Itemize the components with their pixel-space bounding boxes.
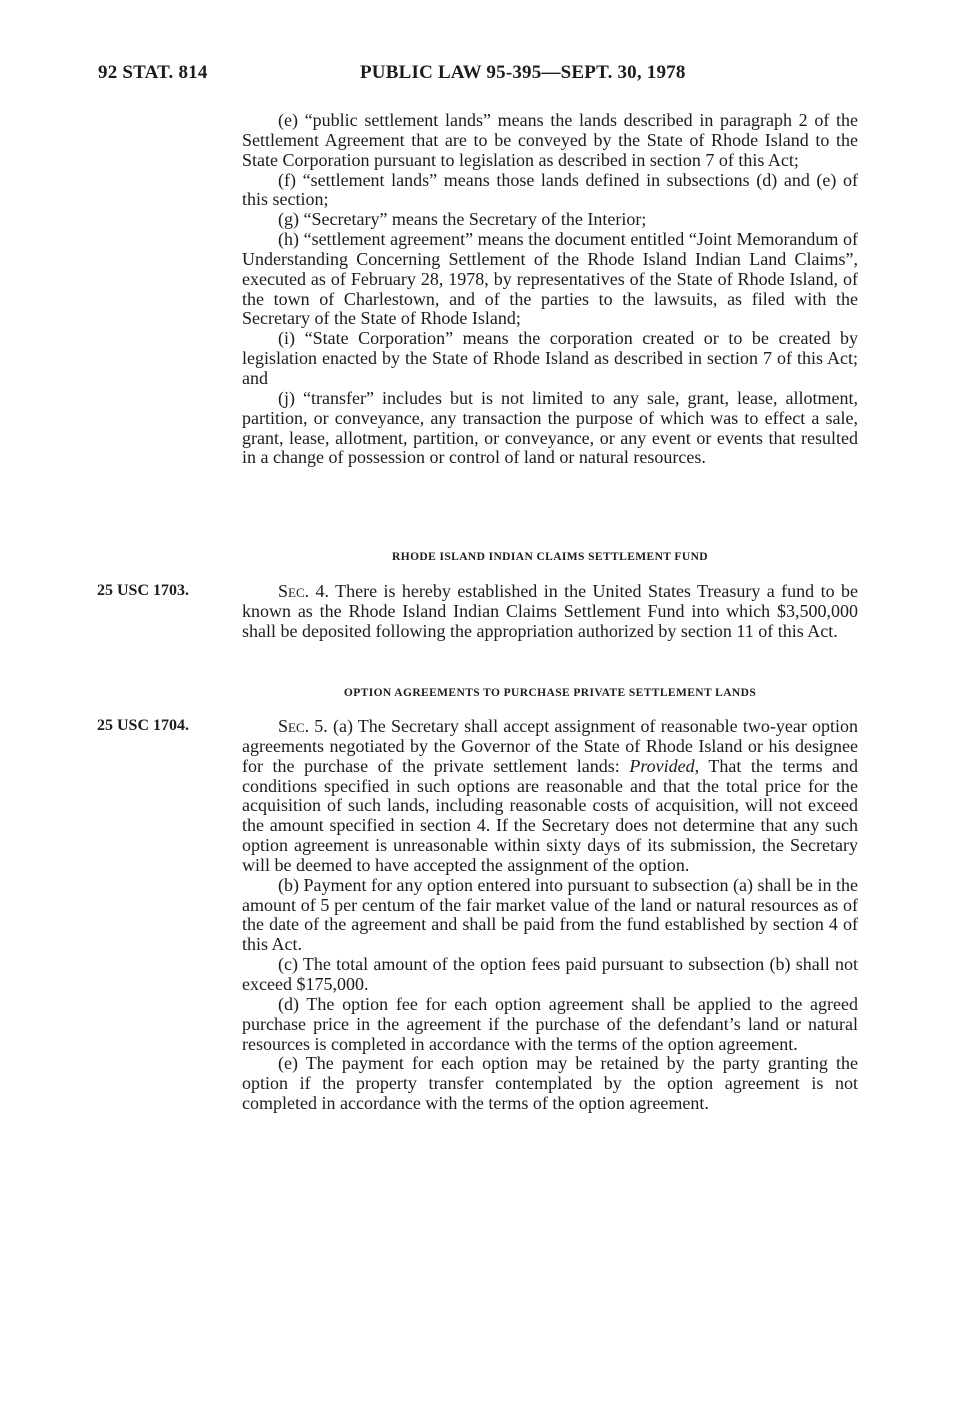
definition-text: “transfer” includes but is not limited to any sale, grant, lease, allotment, partition, or conveyance, any transaction the purpose of which was to effect a sale, grant, lease, allotment, partition, or conveyance, or any event or events that resulted in a change of possession or control of land or natural resources. [242,387,858,468]
definition-f [242,171,858,211]
section-5-subsection-b: (b) Payment for any option entered into pursuant to subsection (a) shall be in the amount of 5 per centum of the fair market value of the land or natural resources as of the date of the agreement and shall be paid from the fund established by section 4 of this Act. [242,874,858,955]
section-5-subsection-a [242,717,858,876]
definition-e [242,111,858,171]
definition-label: (e) [278,110,298,130]
section-4-text [242,582,858,642]
definition-text: “State Corporation” means the corporation created or to be created by legislation enacted by the State of Rhode Island as described in section 7 of this Act; and [242,328,859,388]
subsection-a-text-2: That the terms and conditions specified in such options are reasonable and that the total price for the acquisition of such lands, including reasonable costs of acquisition, will not exceed the amount specified in section 4. If the Secretary does not determine that any such option agreement is unreasonable within sixty days of its submission, the Secretary will be deemed to have accepted the assignment of the option. [242,755,858,875]
margin-citation-1703: 25 USC 1703. [97,582,190,599]
definition-g [242,210,858,230]
stat-reference: 92 STAT. 814 [98,62,208,83]
definition-i [242,329,858,389]
margin-citation-1704: 25 USC 1704. [97,717,190,734]
definition-label: (j) [278,387,295,408]
section-5-subsection-d: (d) The option fee for each option agreement shall be applied to the agreed purchase price in the agreement if the purchase of the defendant’s land or natural resources is completed in accordance with the terms of the option agreement. [242,993,858,1054]
subsection-a-text-1: 5. (a) The Secretary shall accept assignment of reasonable two-year option agreements negotiated by the Governor of the State of Rhode Island or his designee for the purchase of the private settlement lands: [242,716,858,776]
section-4-body: 4. There is hereby established in the United States Treasury a fund to be known as the Rhode Island Indian Claims Settlement Fund into which $3,500,000 shall be deposited following the appropriation authorized by section 11 of this Act. [242,581,858,641]
definition-text: “Secretary” means the Secretary of the Interior; [303,209,647,230]
provided-term: Provided, [629,755,700,776]
definition-label: (h) [278,229,299,250]
definition-text: “settlement lands” means those lands defined in subsections (d) and (e) of this section; [242,169,858,210]
definition-label: (f) [278,169,296,190]
definition-j [242,389,858,468]
section-4-heading: RHODE ISLAND INDIAN CLAIMS SETTLEMENT FUND [392,551,708,563]
section-5-text [242,717,858,1114]
definition-label: (i) [278,328,295,349]
definitions-block [242,111,858,468]
section-label: Sec. [278,581,310,601]
definition-h [242,230,858,329]
definition-label: (g) [278,209,299,230]
section-5-subsection-c: (c) The total amount of the option fees paid pursuant to subsection (b) shall not exceed $175,000. [242,954,858,994]
page-title: PUBLIC LAW 95-395—SEPT. 30, 1978 [360,62,686,83]
section-label: Sec. [278,716,310,736]
section-5-subsection-e: (e) The payment for each option may be retained by the party granting the option if the property transfer contemplated by the option agreement is not completed in accordance with the terms of the option agreement. [242,1053,858,1114]
definition-text: “settlement agreement” means the document entitled “Joint Memorandum of Understanding Concerning Settlement of the Rhode Island Indian Land Claims”, executed as of February 28, 1978, by representatives of the State of Rhode Island, of the town of Charlestown, and of the parties to the lawsuits, as filed with the Secretary of the State of Rhode Island; [242,229,858,329]
definition-text: “public settlement lands” means the lands described in paragraph 2 of the Settlement Agreement that are to be conveyed by the State of Rhode Island to the State Corporation pursuant to legislation as described in section 7 of this Act; [242,110,858,170]
section-4-paragraph [242,582,858,642]
section-5-heading: OPTION AGREEMENTS TO PURCHASE PRIVATE SETTLEMENT LANDS [343,687,757,699]
